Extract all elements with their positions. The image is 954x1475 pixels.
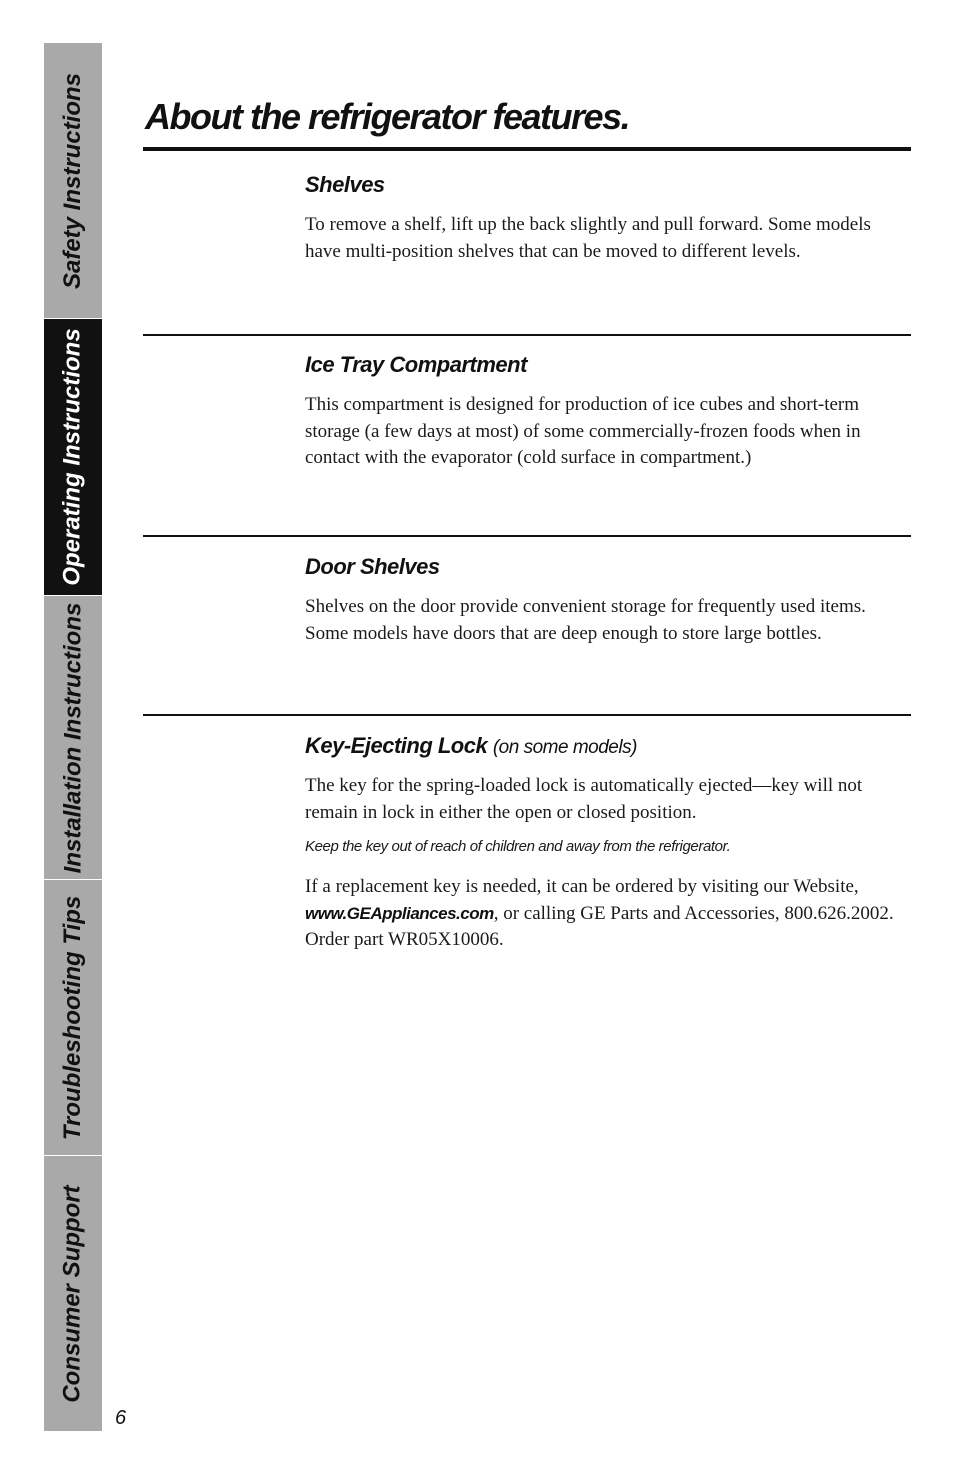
tab-operating-instructions[interactable]	[44, 319, 102, 596]
tab-consumer-support[interactable]	[44, 1156, 102, 1431]
page-title: About the refrigerator features.	[145, 96, 630, 137]
tab-troubleshooting-tips[interactable]	[44, 880, 102, 1156]
text-post: , or calling GE Parts and Accessories, 800.626.2002. Order part WR05X10006.	[305, 902, 894, 950]
text-pre: If a replacement key is needed, it can be ordered by visiting our Website,	[305, 876, 859, 897]
section-ice-tray-compartment	[305, 352, 895, 482]
section-heading: Ice Tray Compartment	[305, 352, 527, 377]
section-divider	[143, 334, 911, 336]
section-heading: Shelves	[305, 172, 385, 197]
heading-sub: (on some models)	[492, 737, 637, 758]
section-heading: Door Shelves	[305, 554, 440, 579]
section-key-ejecting-lock	[305, 733, 895, 964]
section-body: To remove a shelf, lift up the back slightly and pull forward. Some models have multi-position shelves that can be moved to different levels.	[305, 214, 871, 262]
section-divider	[143, 714, 911, 716]
sidebar-tabs	[44, 43, 102, 1431]
tab-safety-instructions[interactable]	[44, 43, 102, 319]
tab-label: Safety Instructions	[59, 72, 87, 289]
section-divider	[143, 535, 911, 537]
replacement-key-info	[305, 874, 895, 954]
page-number: 6	[115, 1407, 127, 1429]
section-shelves	[305, 172, 895, 275]
section-body: This compartment is designed for production of ice cubes and short-term storage (a few days at most) of some commercially-frozen foods when in contact with the evaporator (cold surface in compartment.)	[305, 394, 861, 468]
safety-note: Keep the key out of reach of children and away from the refrigerator.	[305, 838, 731, 855]
website-link[interactable]: www.GEAppliances.com	[305, 903, 494, 923]
section-body: Shelves on the door provide convenient storage for frequently used items. Some models have doors that are deep enough to store large bottles.	[305, 596, 866, 644]
section-heading	[305, 733, 895, 759]
tab-installation-instructions[interactable]	[44, 596, 102, 880]
title-divider	[143, 147, 911, 151]
section-body: The key for the spring-loaded lock is automatically ejected—key will not remain in lock in either the open or closed position.	[305, 775, 863, 823]
tab-label: Installation Instructions	[59, 602, 87, 873]
tab-label: Operating Instructions	[59, 328, 87, 586]
section-door-shelves	[305, 554, 895, 657]
tab-label: Consumer Support	[59, 1184, 86, 1403]
heading-main: Key-Ejecting Lock	[305, 733, 488, 758]
tab-label: Troubleshooting Tips	[59, 895, 87, 1140]
